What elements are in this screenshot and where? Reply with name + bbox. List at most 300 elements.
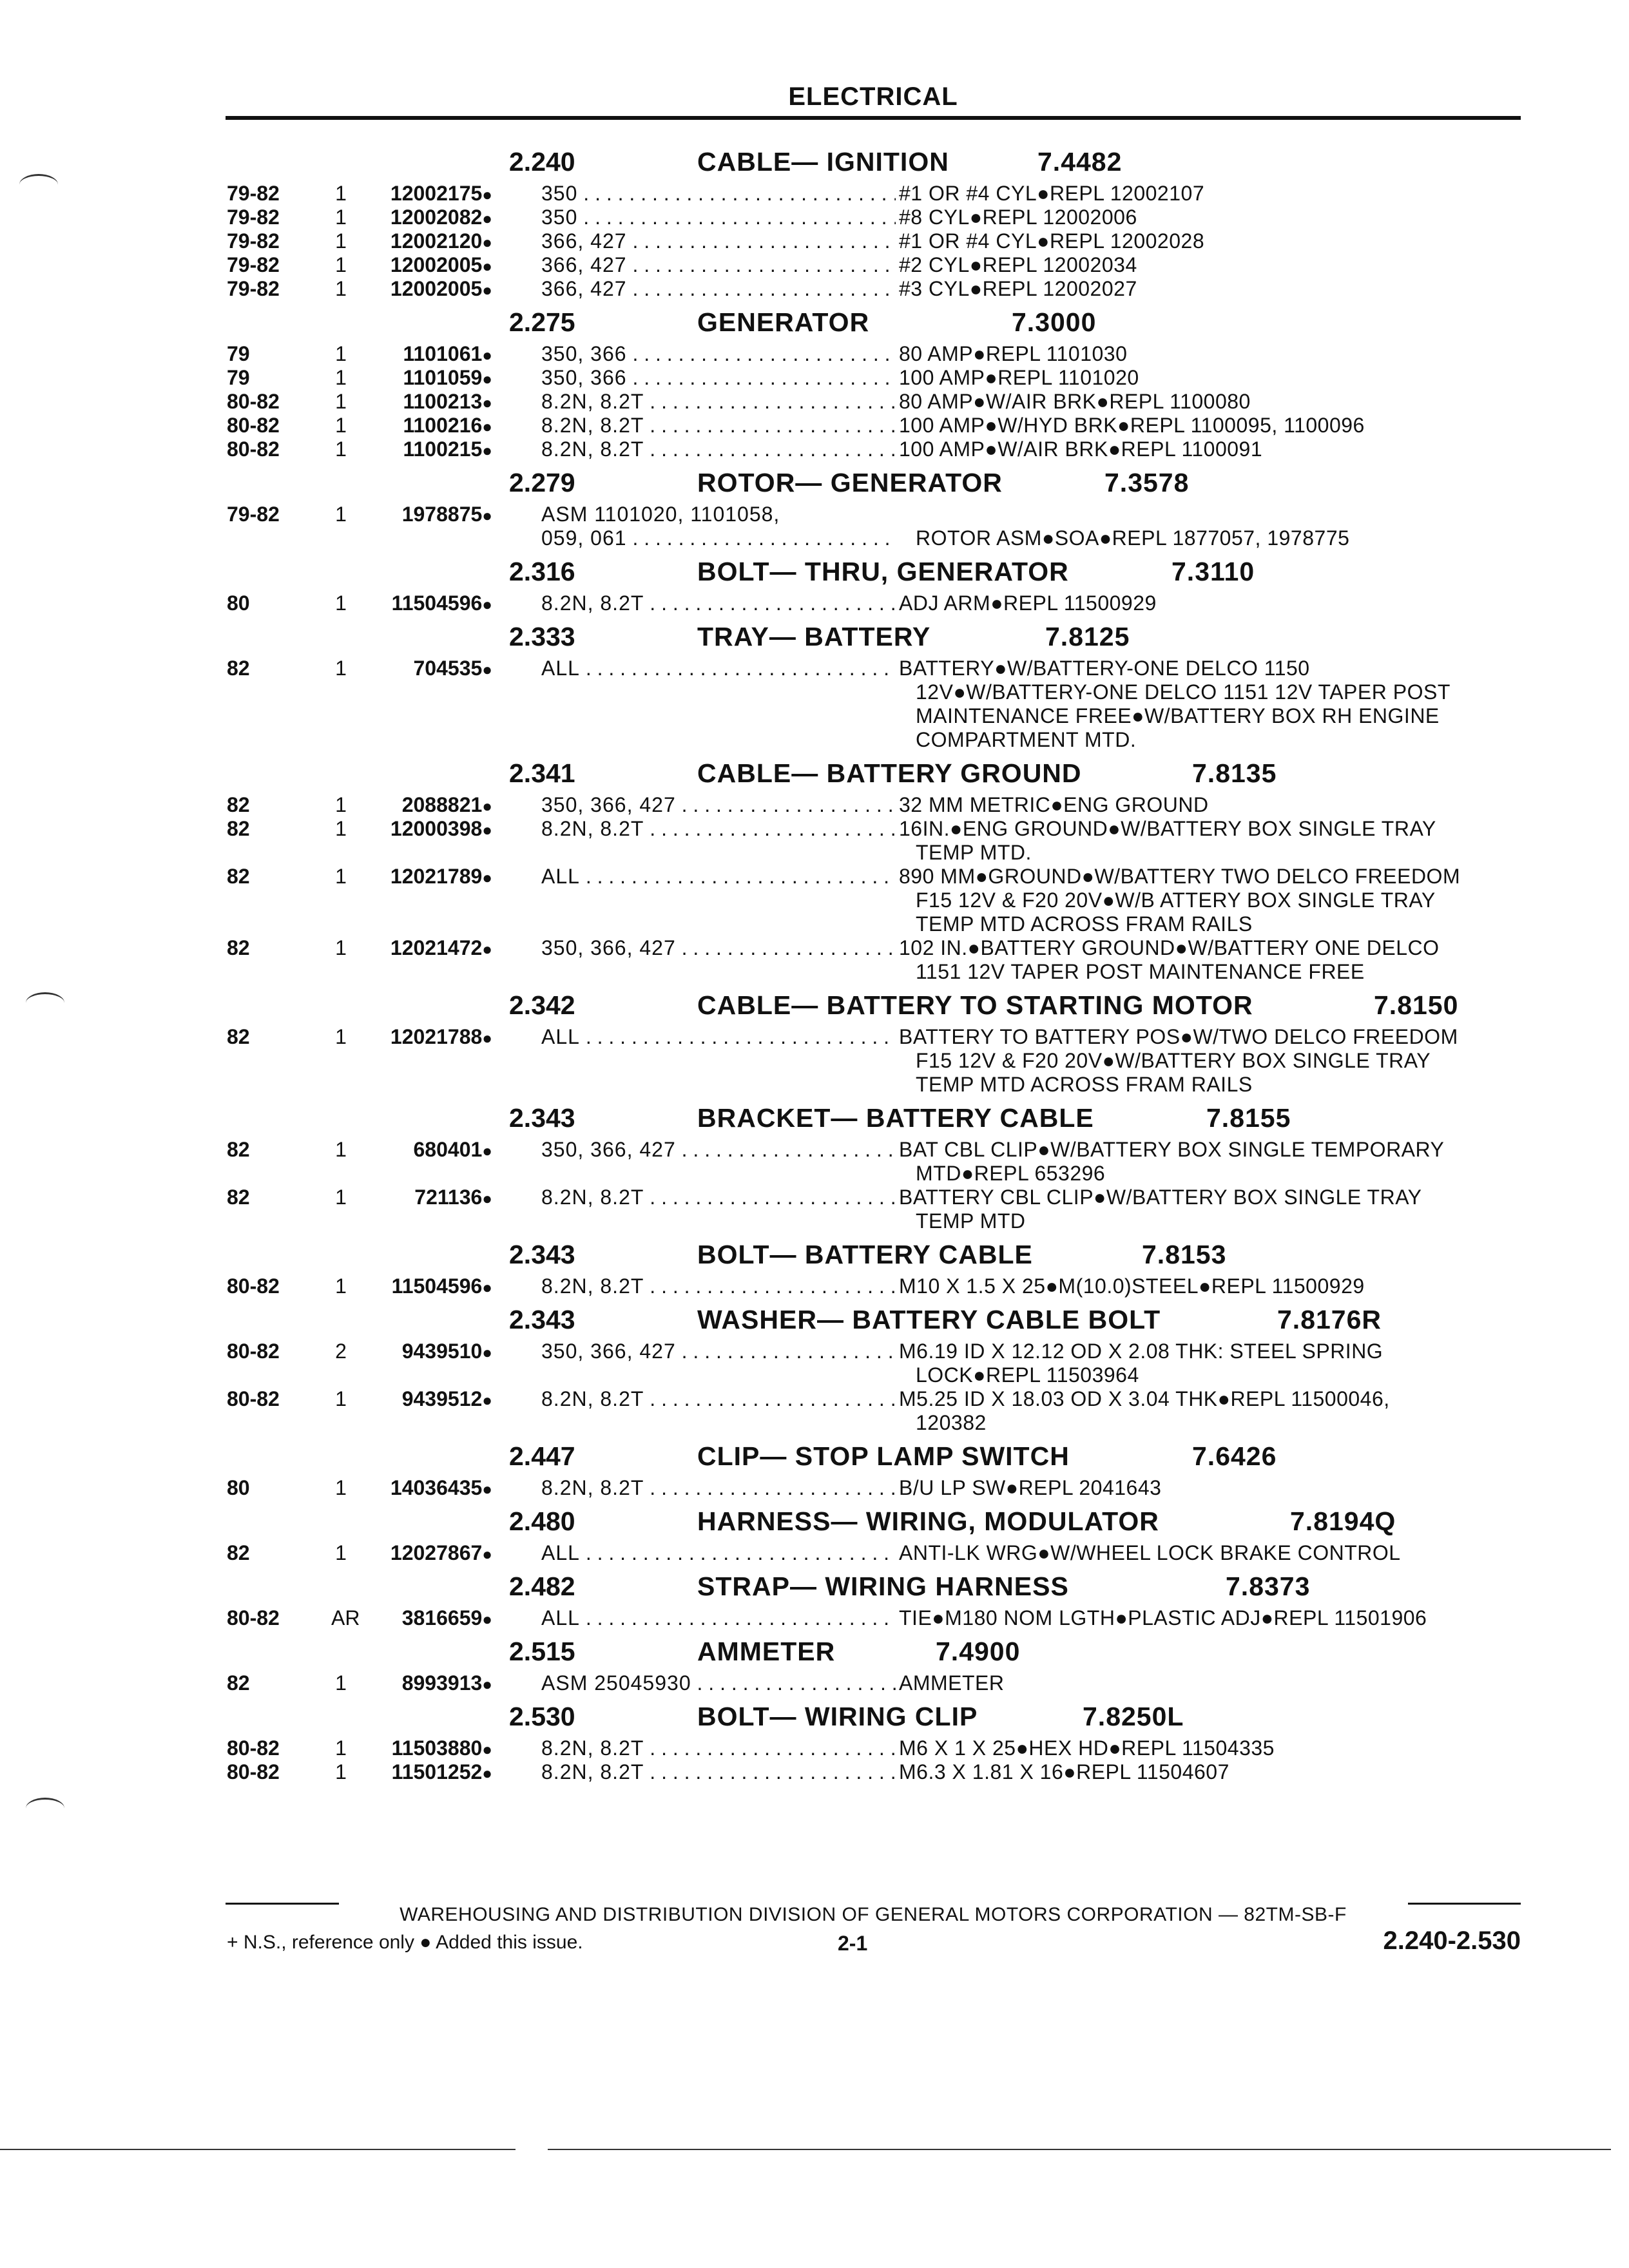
section-code: 2.279: [509, 468, 575, 497]
description-line: #2 CYL●REPL 12002034: [899, 253, 1137, 276]
part-number-text: 704535: [413, 657, 483, 680]
part-description: [899, 206, 1518, 229]
part-number: [356, 1186, 492, 1211]
part-row: [227, 390, 1522, 414]
top-rule: [226, 116, 1521, 120]
part-row: [227, 1340, 1522, 1387]
part-number: [356, 229, 492, 255]
quantity: 1: [335, 414, 347, 437]
engine-usage: [541, 1736, 896, 1760]
part-description: [899, 657, 1518, 752]
engine-text: 8.2N, 8.2T . . .: [541, 414, 896, 437]
added-bullet: ●: [482, 1028, 492, 1048]
part-number-text: 12002082: [390, 206, 483, 229]
scan-line: [548, 2149, 1611, 2150]
description-line: TIE●M180 NOM LGTH●PLASTIC ADJ●REPL 11501906: [899, 1606, 1427, 1629]
section-reference: 7.3000: [1012, 307, 1097, 337]
engine-text: ALL . . .: [541, 1541, 896, 1565]
description-line: TEMP MTD: [916, 1209, 1026, 1233]
model-years: 79-82: [227, 229, 280, 253]
description-line: 100 AMP●W/AIR BRK●REPL 1100091: [899, 437, 1263, 461]
part-number: [356, 253, 492, 278]
section-code: 2.480: [509, 1506, 575, 1536]
part-number-text: 12002175: [390, 182, 483, 205]
engine-usage: [541, 1541, 896, 1565]
engine-usage: [541, 229, 896, 253]
added-bullet: ●: [482, 1675, 492, 1694]
quantity: 1: [335, 1541, 347, 1564]
section-name: TRAY— BATTERY: [697, 622, 931, 651]
part-row: [227, 366, 1522, 390]
engine-text: ALL . . .: [541, 657, 896, 680]
model-years: 82: [227, 1138, 250, 1161]
part-number: [356, 1025, 492, 1050]
part-row: [227, 1476, 1522, 1500]
added-bullet: ●: [482, 1141, 492, 1160]
section-reference: 7.8176R: [1277, 1305, 1382, 1334]
section-header: [227, 553, 1522, 591]
added-bullet: ●: [482, 441, 492, 460]
section-2-343: [227, 1099, 1522, 1233]
model-years: 82: [227, 793, 250, 816]
section-reference: 7.8250L: [1083, 1702, 1184, 1731]
section-2-447: [227, 1437, 1522, 1500]
description-line: F15 12V & F20 20V●W/BATTERY BOX SINGLE TRAY: [916, 1049, 1431, 1072]
added-bullet: ●: [482, 1544, 492, 1564]
added-bullet: ●: [482, 1763, 492, 1783]
part-number: [356, 503, 492, 528]
section-code: 2.342: [509, 990, 575, 1020]
part-row: [227, 591, 1522, 615]
section-code: 2.530: [509, 1702, 575, 1731]
part-number: [356, 1476, 492, 1501]
description-line: F15 12V & F20 20V●W/B ATTERY BOX SINGLE TRAY: [916, 889, 1436, 912]
part-number: [356, 1274, 492, 1300]
part-row: [227, 229, 1522, 253]
part-number: [356, 390, 492, 415]
engine-usage: [541, 591, 896, 615]
section-reference: 7.8135: [1192, 758, 1277, 788]
section-code: 2.447: [509, 1441, 575, 1471]
description-line: M10 X 1.5 X 25●M(10.0)STEEL●REPL 11500929: [899, 1274, 1365, 1298]
section-name: BRACKET— BATTERY CABLE: [697, 1103, 1094, 1133]
engine-usage: [541, 936, 896, 960]
engine-usage: [541, 1387, 896, 1411]
engine-usage: [541, 414, 896, 437]
engine-text: 059, 061 . . .: [541, 526, 896, 550]
engine-usage: [541, 793, 896, 817]
engine-text: 366, 427 . . .: [541, 253, 896, 277]
quantity: 1: [335, 865, 347, 888]
part-description: [899, 1606, 1518, 1630]
section-header: [227, 1568, 1522, 1606]
section-header: [227, 1099, 1522, 1138]
part-number: [356, 1138, 492, 1163]
part-number-text: 14036435: [390, 1476, 483, 1499]
description-line: BATTERY CBL CLIP●W/BATTERY BOX SINGLE TRAY: [899, 1186, 1422, 1209]
quantity: 1: [335, 1186, 347, 1209]
model-years: 80-82: [227, 1606, 280, 1629]
description-line: 100 AMP●W/HYD BRK●REPL 1100095, 1100096: [899, 414, 1365, 437]
engine-usage: [541, 253, 896, 277]
part-number: [356, 1387, 492, 1412]
description-line: ADJ ARM●REPL 11500929: [899, 591, 1157, 615]
part-row: [227, 1736, 1522, 1760]
section-2-482: [227, 1568, 1522, 1630]
part-number-text: 1100213: [403, 390, 483, 413]
model-years: 80-82: [227, 1736, 280, 1760]
model-years: 79-82: [227, 277, 280, 300]
part-number-text: 11504596: [391, 591, 483, 615]
part-number: [356, 366, 492, 391]
engine-text: 350, 366, 427 . . .: [541, 1340, 896, 1363]
part-number-text: 12002120: [390, 229, 483, 253]
engine-usage: [541, 206, 896, 229]
part-row: [227, 342, 1522, 366]
engine-text: 8.2N, 8.2T . . .: [541, 437, 896, 461]
section-name: GENERATOR: [697, 307, 870, 337]
part-number-text: 8993913: [401, 1671, 483, 1695]
section-2-343: [227, 1236, 1522, 1298]
footer-organization: WAREHOUSING AND DISTRIBUTION DIVISION OF GENERAL MOTORS CORPORATION — 82TM-SB-F: [400, 1904, 1347, 1925]
description-line: [899, 503, 1518, 526]
section-code: 2.343: [509, 1103, 575, 1133]
section-header: [227, 1437, 1522, 1476]
part-number: [356, 865, 492, 890]
quantity: 1: [335, 342, 347, 365]
part-number-text: 721136: [414, 1186, 483, 1209]
part-row: [227, 1387, 1522, 1435]
description-line: #8 CYL●REPL 12002006: [899, 206, 1137, 229]
description-line: M5.25 ID X 18.03 OD X 3.04 THK●REPL 11500046,: [899, 1387, 1390, 1410]
model-years: 82: [227, 1541, 250, 1564]
part-number: [356, 277, 492, 302]
section-header: [227, 986, 1522, 1025]
description-line: 32 MM METRIC●ENG GROUND: [899, 793, 1209, 816]
section-name: BOLT— WIRING CLIP: [697, 1702, 978, 1731]
part-number-text: 1101061: [403, 342, 483, 365]
part-description: [899, 414, 1518, 437]
part-description: [899, 437, 1518, 461]
part-number-text: 1100216: [403, 414, 483, 437]
part-number: [356, 1736, 492, 1762]
engine-usage: [541, 1760, 896, 1784]
engine-usage: [541, 277, 896, 301]
model-years: 79-82: [227, 503, 280, 526]
quantity: 1: [335, 1671, 347, 1695]
quantity: 1: [335, 936, 347, 959]
engine-usage: [541, 1671, 896, 1695]
part-description: [899, 1340, 1518, 1387]
added-bullet: ●: [482, 1740, 492, 1759]
model-years: 80-82: [227, 437, 280, 461]
part-row: [227, 1541, 1522, 1565]
part-description: [899, 1541, 1518, 1565]
quantity: 1: [335, 1274, 347, 1298]
part-row: [227, 1025, 1522, 1097]
part-row: [227, 277, 1522, 301]
engine-text: 8.2N, 8.2T . . .: [541, 390, 896, 414]
part-description: [899, 1387, 1518, 1435]
description-line: M6 X 1 X 25●HEX HD●REPL 11504335: [899, 1736, 1275, 1760]
part-row: [227, 1138, 1522, 1186]
model-years: 79-82: [227, 253, 280, 276]
part-row: [227, 1760, 1522, 1784]
engine-text: 8.2N, 8.2T . . .: [541, 1760, 896, 1784]
part-description: [899, 277, 1518, 301]
section-name: CLIP— STOP LAMP SWITCH: [697, 1441, 1070, 1471]
description-line: COMPARTMENT MTD.: [916, 728, 1137, 751]
quantity: 2: [335, 1340, 347, 1363]
model-years: 80-82: [227, 1387, 280, 1410]
part-row: [227, 817, 1522, 865]
description-line: LOCK●REPL 11503964: [916, 1363, 1139, 1387]
description-line: AMMETER: [899, 1671, 1005, 1695]
quantity: 1: [335, 390, 347, 413]
part-number-text: 11501252: [391, 1760, 483, 1783]
model-years: 82: [227, 936, 250, 959]
section-reference: 7.8373: [1226, 1571, 1311, 1601]
engine-usage: [541, 1274, 896, 1298]
section-2-341: [227, 754, 1522, 984]
part-description: [899, 342, 1518, 366]
footer-legend-note: + N.S., reference only ● Added this issue.: [227, 1932, 583, 1953]
added-bullet: ●: [482, 1189, 492, 1208]
section-reference: 7.8150: [1374, 990, 1459, 1020]
part-row: [227, 1671, 1522, 1695]
part-description: [899, 1760, 1518, 1784]
added-bullet: ●: [482, 256, 492, 276]
engine-text: 350, 366, 427 . . .: [541, 793, 896, 817]
quantity: 1: [335, 1138, 347, 1161]
description-line: BATTERY●W/BATTERY-ONE DELCO 1150: [899, 657, 1310, 680]
part-number-text: 11504596: [391, 1274, 483, 1298]
section-header: [227, 1503, 1522, 1541]
part-number: [356, 657, 492, 682]
part-number-text: 1978875: [401, 503, 483, 526]
engine-text: 366, 427 . . .: [541, 229, 896, 253]
added-bullet: ●: [482, 1278, 492, 1297]
part-number: [356, 793, 492, 818]
engine-usage: [541, 1476, 896, 1500]
description-line: ROTOR ASM●SOA●REPL 1877057, 1978775: [916, 526, 1350, 550]
quantity: 1: [335, 1025, 347, 1048]
added-bullet: ●: [482, 1390, 492, 1410]
engine-text: ASM 25045930 . . .: [541, 1671, 896, 1695]
part-number: [356, 414, 492, 439]
part-number-text: 12002005: [390, 277, 483, 300]
part-number-text: 1100215: [403, 437, 483, 461]
quantity: 1: [335, 437, 347, 461]
engine-text: 350, 366 . . .: [541, 366, 896, 390]
engine-text: 350, 366, 427 . . .: [541, 936, 896, 960]
section-reference: 7.8125: [1045, 622, 1130, 651]
part-row: [227, 437, 1522, 461]
part-number-text: 12021788: [390, 1025, 483, 1048]
section-reference: 7.4482: [1037, 147, 1123, 177]
part-description: [899, 1736, 1518, 1760]
section-code: 2.316: [509, 557, 575, 586]
scan-mark: [26, 1798, 64, 1819]
section-name: CABLE— IGNITION: [697, 147, 949, 177]
section-header: [227, 618, 1522, 657]
added-bullet: ●: [482, 209, 492, 228]
section-header: [227, 143, 1522, 182]
part-row: [227, 206, 1522, 229]
description-line: 120382: [916, 1411, 987, 1434]
part-description: [899, 591, 1518, 615]
section-reference: 7.3110: [1171, 557, 1255, 586]
model-years: 80-82: [227, 1760, 280, 1783]
model-years: 82: [227, 1186, 250, 1209]
part-number-text: 11503880: [391, 1736, 483, 1760]
added-bullet: ●: [482, 1479, 492, 1499]
footer-section-range: 2.240-2.530: [1383, 1927, 1521, 1955]
section-2-333: [227, 618, 1522, 752]
section-code: 2.333: [509, 622, 575, 651]
parts-list: [227, 143, 1522, 1787]
section-code: 2.343: [509, 1305, 575, 1334]
model-years: 80: [227, 591, 250, 615]
engine-usage: [541, 1025, 896, 1049]
section-code: 2.515: [509, 1637, 575, 1666]
part-number: [356, 437, 492, 463]
part-description: [899, 865, 1518, 936]
part-description: [899, 366, 1518, 390]
quantity: AR: [331, 1606, 360, 1629]
part-description: [899, 936, 1518, 984]
section-header: [227, 464, 1522, 503]
part-row: [227, 253, 1522, 277]
section-reference: 7.4900: [936, 1637, 1021, 1666]
added-bullet: ●: [482, 1343, 492, 1362]
part-row: [227, 1606, 1522, 1630]
description-line: #1 OR #4 CYL●REPL 12002028: [899, 229, 1205, 253]
part-description: [899, 1186, 1518, 1233]
quantity: 1: [335, 1736, 347, 1760]
part-description: [899, 1025, 1518, 1097]
quantity: 1: [335, 229, 347, 253]
engine-usage: [541, 1186, 896, 1209]
part-row: [227, 503, 1522, 550]
quantity: 1: [335, 1387, 347, 1410]
section-2-240: [227, 143, 1522, 301]
engine-usage: [541, 182, 896, 206]
quantity: 1: [335, 366, 347, 389]
section-2-530: [227, 1698, 1522, 1784]
part-description: [899, 1671, 1518, 1695]
section-name: CABLE— BATTERY TO STARTING MOTOR: [697, 990, 1253, 1020]
section-name: WASHER— BATTERY CABLE BOLT: [697, 1305, 1161, 1334]
description-line: TEMP MTD.: [916, 841, 1032, 864]
added-bullet: ●: [482, 820, 492, 840]
model-years: 79-82: [227, 182, 280, 205]
engine-text: 8.2N, 8.2T . . .: [541, 1186, 896, 1209]
engine-usage: [541, 817, 896, 841]
model-years: 82: [227, 1025, 250, 1048]
added-bullet: ●: [482, 417, 492, 436]
description-line: 1151 12V TAPER POST MAINTENANCE FREE: [916, 960, 1365, 983]
section-name: BOLT— THRU, GENERATOR: [697, 557, 1069, 586]
part-description: [899, 817, 1518, 865]
added-bullet: ●: [482, 796, 492, 816]
quantity: 1: [335, 206, 347, 229]
part-number: [356, 591, 492, 617]
section-code: 2.275: [509, 307, 575, 337]
section-reference: 7.3578: [1104, 468, 1190, 497]
description-line: #1 OR #4 CYL●REPL 12002107: [899, 182, 1205, 205]
model-years: 82: [227, 817, 250, 840]
description-line: 890 MM●GROUND●W/BATTERY TWO DELCO FREEDOM: [899, 865, 1461, 888]
added-bullet: ●: [482, 595, 492, 614]
added-bullet: ●: [482, 393, 492, 412]
model-years: 80-82: [227, 390, 280, 413]
engine-usage: [541, 503, 896, 550]
section-code: 2.482: [509, 1571, 575, 1601]
part-number: [356, 1760, 492, 1785]
added-bullet: ●: [482, 185, 492, 204]
section-header: [227, 1301, 1522, 1340]
description-line: TEMP MTD ACROSS FRAM RAILS: [916, 1073, 1253, 1096]
footer-page-number: 2-1: [838, 1932, 868, 1955]
part-number: [356, 1606, 492, 1631]
section-code: 2.341: [509, 758, 575, 788]
engine-text: 8.2N, 8.2T . . .: [541, 1387, 896, 1411]
section-reference: 7.8194Q: [1290, 1506, 1396, 1536]
engine-usage: [541, 657, 896, 680]
part-number: [356, 342, 492, 367]
added-bullet: ●: [482, 506, 492, 525]
engine-text: 350 . . .: [541, 206, 896, 229]
part-description: [899, 503, 1518, 550]
section-2-342: [227, 986, 1522, 1097]
added-bullet: ●: [482, 1610, 492, 1629]
section-name: CABLE— BATTERY GROUND: [697, 758, 1082, 788]
quantity: 1: [335, 793, 347, 816]
part-description: [899, 390, 1518, 414]
model-years: 80-82: [227, 1340, 280, 1363]
quantity: 1: [335, 277, 347, 300]
description-line: MTD●REPL 653296: [916, 1162, 1106, 1185]
part-row: [227, 936, 1522, 984]
description-line: BATTERY TO BATTERY POS●W/TWO DELCO FREEDOM: [899, 1025, 1458, 1048]
engine-text: 350 . . .: [541, 182, 896, 206]
part-row: [227, 182, 1522, 206]
part-number-text: 12000398: [390, 817, 483, 840]
engine-text: ALL . . .: [541, 865, 896, 889]
scan-line: [0, 2149, 516, 2150]
part-number-text: 12021472: [390, 936, 483, 959]
part-number-text: 12002005: [390, 253, 483, 276]
section-header: [227, 1236, 1522, 1274]
description-line: MAINTENANCE FREE●W/BATTERY BOX RH ENGINE: [916, 704, 1440, 727]
quantity: 1: [335, 1760, 347, 1783]
part-row: [227, 1186, 1522, 1233]
engine-usage: [541, 390, 896, 414]
description-line: ANTI-LK WRG●W/WHEEL LOCK BRAKE CONTROL: [899, 1541, 1401, 1564]
part-number-text: 2088821: [401, 793, 483, 816]
part-row: [227, 793, 1522, 817]
section-reference: 7.8155: [1206, 1103, 1291, 1133]
part-description: [899, 1274, 1518, 1298]
section-2-279: [227, 464, 1522, 550]
part-number-text: 9439512: [401, 1387, 483, 1410]
part-description: [899, 182, 1518, 206]
description-line: 102 IN.●BATTERY GROUND●W/BATTERY ONE DELCO: [899, 936, 1440, 959]
section-name: STRAP— WIRING HARNESS: [697, 1571, 1069, 1601]
model-years: 79: [227, 342, 250, 365]
engine-usage: [541, 865, 896, 889]
